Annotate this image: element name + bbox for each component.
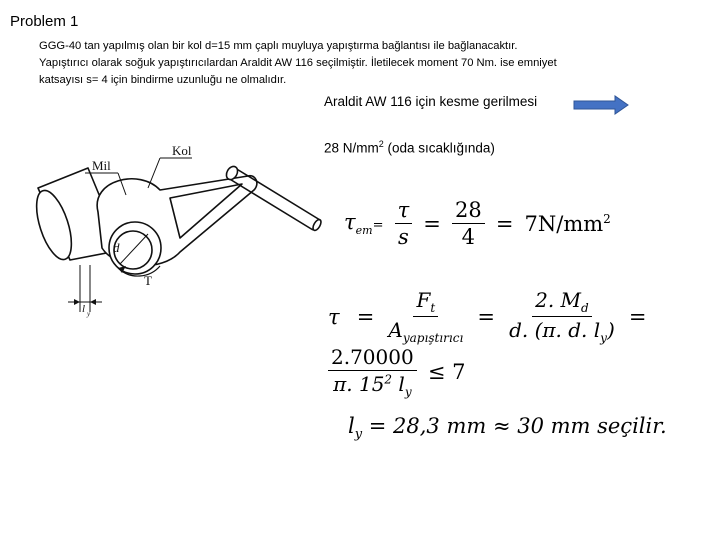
eq2-fraction-3: $\frac{2.70000}{\pi. 15^2 l_y}$: [328, 345, 417, 399]
shear-stress-value: [324, 139, 495, 156]
equation-shear-stress: τ = $\frac{F_t}{A_{yapıştırıcı}}$ = $\frac{2. M_d}{d. (\pi. d. l_y)}$ = $\frac{2.70000}{\pi. 15^2 l_y}$ ≤ 7: [328, 288, 647, 399]
label-l: l: [82, 303, 86, 315]
label-d: d: [113, 240, 120, 255]
handle-end-far: [311, 218, 322, 231]
equation-overlap-length: $l_y = 28,3$ mm ≈ 30 mm seçilir.: [348, 414, 667, 443]
shear-stress-label: Araldit AW 116 için kesme gerilmesi: [324, 94, 538, 109]
eq2-fraction-1: $\frac{F_t}{A_{yapıştırıcı}}$: [388, 288, 464, 345]
eq2-relation: ≤ 7: [427, 360, 466, 384]
problem-statement: [39, 38, 679, 89]
lever-shaft-drawing: [30, 140, 330, 320]
eq1-fraction-2: $\frac{28}{4}$: [452, 198, 485, 249]
right-arrow-icon: [573, 94, 629, 116]
label-kol: Kol: [172, 143, 192, 158]
eq1-result: $7N/mm^2$: [524, 211, 611, 236]
shear-value-exponent: 2: [378, 139, 384, 149]
eq2-fraction-2: $\frac{2. M_d}{d. (\pi. d. l_y)}$: [509, 288, 615, 345]
eq1-lhs: $\tau_{em}=$: [344, 209, 384, 238]
label-mil: Mil: [92, 158, 111, 173]
leader-kol: [148, 158, 192, 188]
problem-line-1: GGG-40 tan yapılmış olan bir kol d=15 mm çaplı muyluya yapıştırma bağlantısı ile bağlanacaktır.: [39, 40, 518, 52]
label-t: T: [144, 273, 152, 288]
problem-line-3: katsayısı s= 4 için bindirme uzunluğu ne olmalıdır.: [39, 74, 287, 86]
eq1-fraction-1: $\frac{\tau}{s}$: [395, 198, 413, 249]
shear-value-note: (oda sıcaklığında): [383, 140, 495, 156]
shear-value-main: 28 N/mm: [324, 140, 379, 156]
problem-line-2: Yapıştırıcı olarak soğuk yapıştırıcılardan Araldit AW 116 seçilmiştir. İletilecek moment 70 Nm. ise emniyet: [39, 57, 557, 69]
label-l-sub: y: [87, 310, 91, 318]
equation-allowable-stress: $\tau_{em}=$ $\frac{\tau}{s}$ = $\frac{28}{4}$ = $7N/mm^2$: [344, 198, 611, 249]
problem-title: Problem 1: [10, 13, 79, 30]
